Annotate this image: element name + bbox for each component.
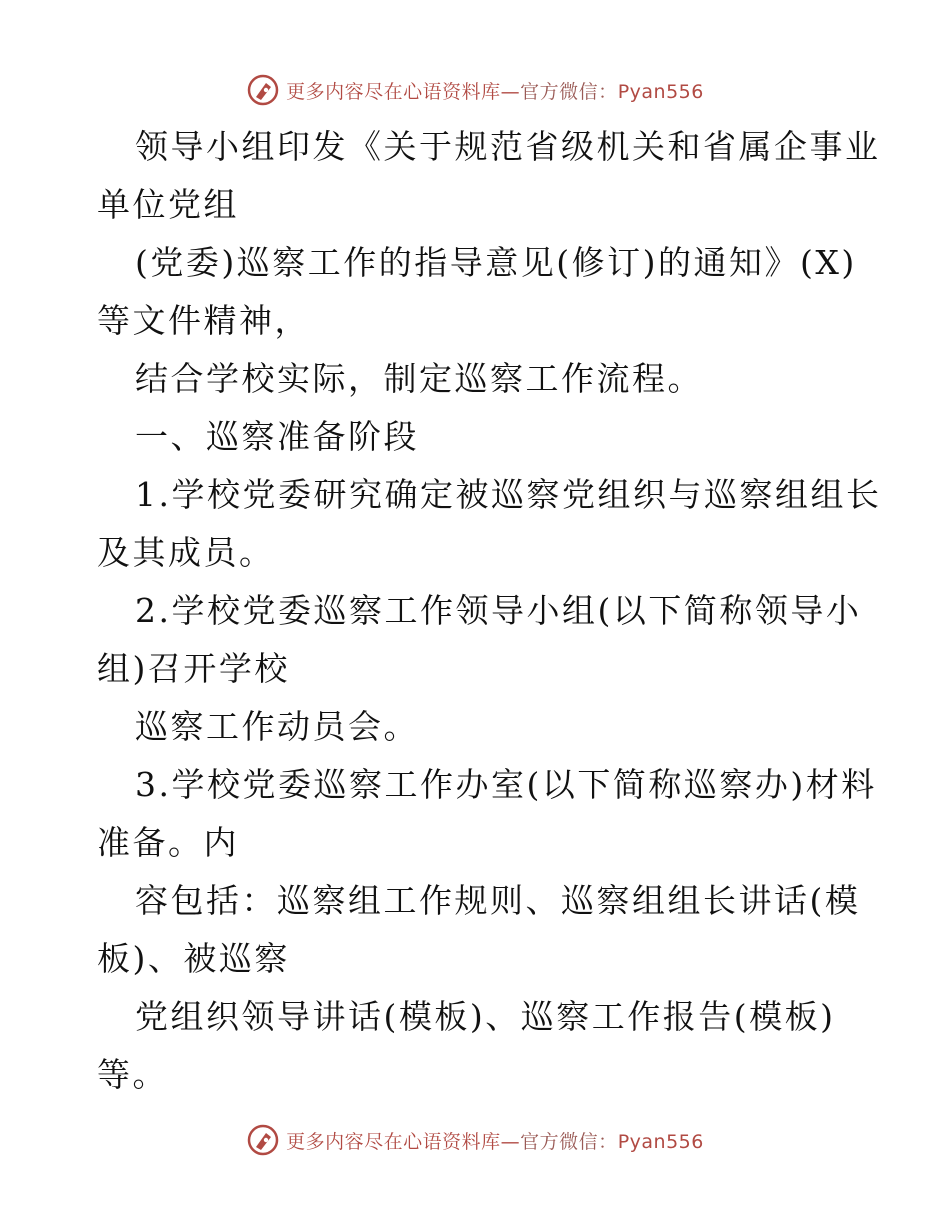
text-line: 等。 <box>97 1055 168 1094</box>
text-line: 1.学校党委研究确定被巡察党组织与巡察组组长 <box>135 475 882 514</box>
text-line: (党委)巡察工作的指导意见(修订)的通知》(X) <box>135 243 857 282</box>
text-line: 2.学校党委巡察工作领导小组(以下简称领导小 <box>135 591 862 630</box>
text-line: 准备。内 <box>97 823 239 862</box>
pen-nib-logo-icon <box>246 73 280 107</box>
watermark-slogan: 更多内容尽在心语资料库 <box>286 80 501 103</box>
footer-watermark <box>0 1120 950 1160</box>
text-line: 单位党组 <box>97 185 239 224</box>
header-watermark <box>0 70 950 110</box>
watermark-text <box>286 1127 704 1154</box>
watermark-separator: — <box>500 80 521 103</box>
text-line: 板)、被巡察 <box>97 939 290 978</box>
text-line: 领导小组印发《关于规范省级机关和省属企事业 <box>135 127 881 166</box>
text-line: 3.学校党委巡察工作办室(以下简称巡察办)材料 <box>135 765 877 804</box>
text-line: 及其成员。 <box>97 533 275 572</box>
watermark-text <box>286 77 704 104</box>
text-line: 巡察工作动员会。 <box>135 707 419 746</box>
document-body <box>97 118 882 1104</box>
section-heading: 一、巡察准备阶段 <box>135 417 419 456</box>
wechat-id: Pyan556 <box>617 80 704 103</box>
text-line: 结合学校实际，制定巡察工作流程。 <box>135 359 703 398</box>
text-line: 组)召开学校 <box>97 649 290 688</box>
text-line: 党组织领导讲话(模板)、巡察工作报告(模板) <box>135 997 836 1036</box>
wechat-label: 官方微信： <box>520 80 618 103</box>
text-line: 容包括：巡察组工作规则、巡察组组长讲话(模 <box>135 881 861 920</box>
pen-nib-logo-icon <box>246 1123 280 1157</box>
text-line: 等文件精神， <box>97 301 310 340</box>
watermark-slogan: 更多内容尽在心语资料库 <box>286 1130 501 1153</box>
wechat-label: 官方微信： <box>520 1130 618 1153</box>
watermark-separator: — <box>500 1130 521 1153</box>
wechat-id: Pyan556 <box>617 1130 704 1153</box>
